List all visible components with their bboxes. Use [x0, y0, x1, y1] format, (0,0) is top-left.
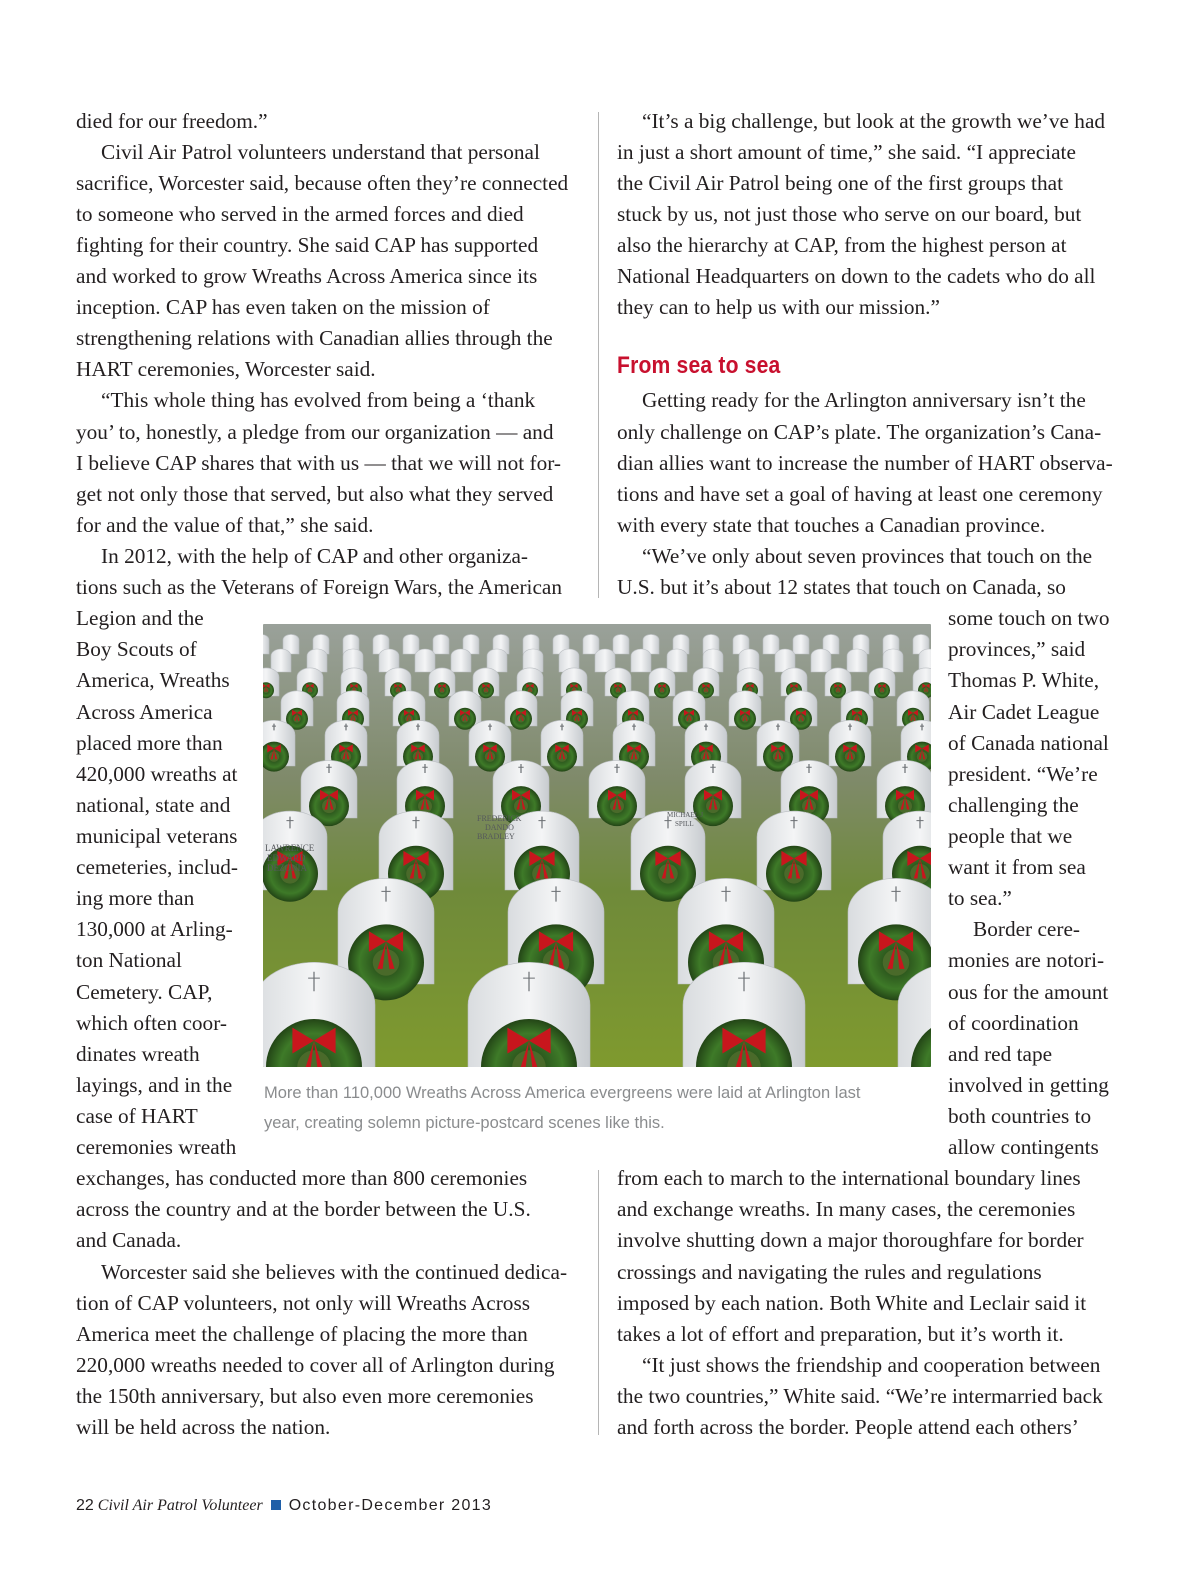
column-divider: [598, 112, 599, 598]
body-line: some touch on two: [948, 606, 1110, 630]
wreath-center: [341, 751, 352, 762]
body-line: and forth across the border. People attend each others’: [617, 1415, 1079, 1439]
body-line: and red tape: [948, 1042, 1053, 1066]
body-line: ton National: [76, 948, 182, 972]
body-line: and worked to grow Wreaths Across America since its: [76, 264, 538, 288]
body-line: of coordination: [948, 1011, 1079, 1035]
wreath-center: [517, 715, 525, 723]
body-line: Legion and the: [76, 606, 204, 630]
body-line: dian allies want to increase the number of HART observa-: [617, 451, 1113, 475]
body-line: inception. CAP has even taken on the mission of: [76, 295, 490, 319]
wreath-center: [573, 715, 581, 723]
body-line: involve shutting down a major thoroughfare for border: [617, 1228, 1084, 1252]
body-line: which often coor-: [76, 1011, 227, 1035]
headstone: [433, 634, 449, 654]
body-line: 130,000 at Arling-: [76, 917, 233, 941]
wreath-center: [835, 687, 841, 693]
body-line: Civil Air Patrol volunteers understand that personal: [101, 140, 540, 164]
body-line: will be held across the nation.: [76, 1415, 331, 1439]
headstone: [403, 634, 419, 654]
body-line: Across America: [76, 700, 213, 724]
column-divider: [598, 1170, 599, 1435]
body-line: municipal veterans: [76, 824, 238, 848]
wreath-center: [797, 715, 805, 723]
body-line: for and the value of that,” she said.: [76, 513, 374, 537]
wreath-center: [439, 687, 445, 693]
body-line: layings, and in the: [76, 1073, 233, 1097]
body-line: challenging the: [948, 793, 1079, 817]
wreath-center: [395, 687, 401, 693]
inscription: DANDO: [485, 823, 514, 832]
wreath-center: [917, 751, 928, 762]
page-number: 22: [76, 1497, 94, 1514]
section-heading: From sea to sea: [617, 352, 781, 379]
wreath-center: [406, 864, 426, 884]
headstone: [847, 649, 867, 672]
headstone: [271, 649, 291, 672]
photo-caption: year, creating solemn picture-postcard scenes like this.: [264, 1114, 665, 1132]
body-line: sacrifice, Worcester said, because often they’re connected: [76, 171, 569, 195]
body-line: they can to help us with our mission.”: [617, 295, 940, 319]
body-line: “We’ve only about seven provinces that touch on the: [642, 544, 1093, 568]
body-line: placed more than: [76, 731, 223, 755]
wreath-center: [659, 687, 665, 693]
body-line: Getting ready for the Arlington anniversary isn’t the: [642, 388, 1086, 412]
wreath-center: [685, 715, 693, 723]
body-line: exchanges, has conducted more than 800 ceremonies: [76, 1166, 528, 1190]
wreath-center: [629, 751, 640, 762]
wreath-center: [773, 751, 784, 762]
cemetery-photo: [263, 624, 931, 1067]
body-line: “It just shows the friendship and cooperation between: [642, 1353, 1101, 1377]
wreath-center: [898, 799, 912, 813]
body-line: America meet the challenge of placing the more than: [76, 1322, 528, 1346]
body-line: you’ to, honestly, a pledge from our organization — and: [76, 420, 554, 444]
body-line: people that we: [948, 824, 1073, 848]
headstone: [631, 649, 651, 672]
magazine-title: Civil Air Patrol Volunteer: [97, 1497, 263, 1514]
body-line: “This whole thing has evolved from being a ‘thank: [101, 388, 536, 412]
wreath-center: [658, 864, 678, 884]
body-line: only challenge on CAP’s plate. The organization’s Cana-: [617, 420, 1102, 444]
body-line: fighting for their country. She said CAP has supported: [76, 233, 539, 257]
wreath-center: [923, 687, 929, 693]
issue-date: October-December 2013: [288, 1497, 493, 1514]
inscription: FREDERICK: [477, 814, 522, 823]
body-line: In 2012, with the help of CAP and other organiza-: [101, 544, 529, 568]
body-line: to someone who served in the armed forces and died: [76, 202, 524, 226]
body-line: dinates wreath: [76, 1042, 200, 1066]
headstone: [595, 649, 615, 672]
wreath-center: [293, 715, 301, 723]
wreath-center: [703, 687, 709, 693]
headstone: [667, 649, 687, 672]
headstone: [811, 649, 831, 672]
body-line: strengthening relations with Canadian allies through the: [76, 326, 553, 350]
headstone: [415, 649, 435, 672]
separator-square-icon: [271, 1500, 281, 1510]
wreath-center: [263, 687, 269, 693]
headstone: [263, 634, 269, 654]
wreath-center: [483, 687, 489, 693]
body-line: provinces,” said: [948, 637, 1086, 661]
wreath-center: [784, 864, 804, 884]
body-line: ing more than: [76, 886, 195, 910]
body-line: U.S. but it’s about 12 states that touch on Canada, so: [617, 575, 1066, 599]
body-line: cemeteries, includ-: [76, 855, 239, 879]
headstone: [583, 634, 599, 654]
body-line: tions and have set a goal of having at least one ceremony: [617, 482, 1103, 506]
body-line: case of HART: [76, 1104, 198, 1128]
body-line: the Civil Air Patrol being one of the first groups that: [617, 171, 1063, 195]
body-line: stuck by us, not just those who serve on our board, but: [617, 202, 1082, 226]
body-line: and exchange wreaths. In many cases, the ceremonies: [617, 1197, 1076, 1221]
body-line: I believe CAP shares that with us — that we will not for-: [76, 451, 561, 475]
body-line: to sea.”: [948, 886, 1012, 910]
body-line: ous for the amount: [948, 980, 1109, 1004]
headstone: [763, 634, 779, 654]
headstone: [613, 634, 629, 654]
body-line: America, Wreaths: [76, 668, 230, 692]
wreath-center: [883, 949, 910, 976]
headstone: [451, 649, 471, 672]
body-line: “It’s a big challenge, but look at the growth we’ve had: [642, 109, 1106, 133]
wreath-center: [485, 751, 496, 762]
wreath-center: [307, 687, 313, 693]
wreath-center: [615, 687, 621, 693]
body-line: takes a lot of effort and preparation, but it’s worth it.: [617, 1322, 1064, 1346]
body-line: want it from sea: [948, 855, 1086, 879]
inscription: DEZONIA: [267, 863, 307, 873]
wreath-center: [557, 751, 568, 762]
body-line: crossings and navigating the rules and regulations: [617, 1260, 1042, 1284]
inscription: EDWARD: [267, 853, 306, 863]
inscription: BRADLEY: [477, 832, 515, 841]
body-line: the 150th anniversary, but also even more ceremonies: [76, 1384, 534, 1408]
wreath-center: [706, 799, 720, 813]
wreath-center: [461, 715, 469, 723]
body-line: 220,000 wreaths needed to cover all of Arlington during: [76, 1353, 555, 1377]
wreath-center: [845, 751, 856, 762]
body-line: died for our freedom.”: [76, 109, 268, 133]
body-line: national, state and: [76, 793, 231, 817]
body-line: of Canada national: [948, 731, 1109, 755]
body-line: National Headquarters on down to the cadets who do all: [617, 264, 1096, 288]
page-footer: [76, 1497, 492, 1515]
body-line: imposed by each nation. Both White and Leclair said it: [617, 1291, 1087, 1315]
body-line: the two countries,” White said. “We’re intermarried back: [617, 1384, 1103, 1408]
wreath-center: [269, 751, 280, 762]
headstone: [793, 634, 809, 654]
wreath-center: [879, 687, 885, 693]
body-line: Air Cadet League: [948, 700, 1100, 724]
body-line: tions such as the Veterans of Foreign Wars, the American: [76, 575, 563, 599]
body-line: involved in getting: [948, 1073, 1109, 1097]
body-line: also the hierarchy at CAP, from the highest person at: [617, 233, 1067, 257]
body-line: ceremonies wreath: [76, 1135, 237, 1159]
body-line: in just a short amount of time,” she said. “I appreciate: [617, 140, 1076, 164]
body-line: HART ceremonies, Worcester said.: [76, 357, 376, 381]
body-line: Cemetery. CAP,: [76, 980, 213, 1004]
body-line: 420,000 wreaths at: [76, 762, 238, 786]
inscription: LAWRENCE: [265, 843, 315, 853]
body-line: president. “We’re: [948, 762, 1098, 786]
wreath-center: [514, 799, 528, 813]
body-line: across the country and at the border between the U.S.: [76, 1197, 531, 1221]
body-line: get not only those that served, but also what they served: [76, 482, 554, 506]
wreath-center: [610, 799, 624, 813]
body-line: Border cere-: [973, 917, 1081, 941]
wreath-center: [802, 799, 816, 813]
inscription: SPILL: [675, 820, 694, 828]
body-line: Thomas P. White,: [948, 668, 1100, 692]
photo-caption: More than 110,000 Wreaths Across America evergreens were laid at Arlington last: [264, 1084, 861, 1102]
body-line: and Canada.: [76, 1228, 182, 1252]
wreath-center: [741, 715, 749, 723]
wreath-center: [322, 799, 336, 813]
body-line: tion of CAP volunteers, not only will Wreaths Across: [76, 1291, 531, 1315]
body-line: with every state that touches a Canadian province.: [617, 513, 1046, 537]
body-line: both countries to: [948, 1104, 1092, 1128]
body-line: from each to march to the international boundary lines: [617, 1166, 1081, 1190]
body-line: monies are notori-: [948, 948, 1105, 972]
body-line: allow contingents: [948, 1135, 1099, 1159]
wreath-center: [373, 949, 400, 976]
body-line: Worcester said she believes with the continued dedica-: [101, 1260, 568, 1284]
body-line: Boy Scouts of: [76, 637, 197, 661]
inscription: MICHAEL J: [667, 811, 704, 819]
